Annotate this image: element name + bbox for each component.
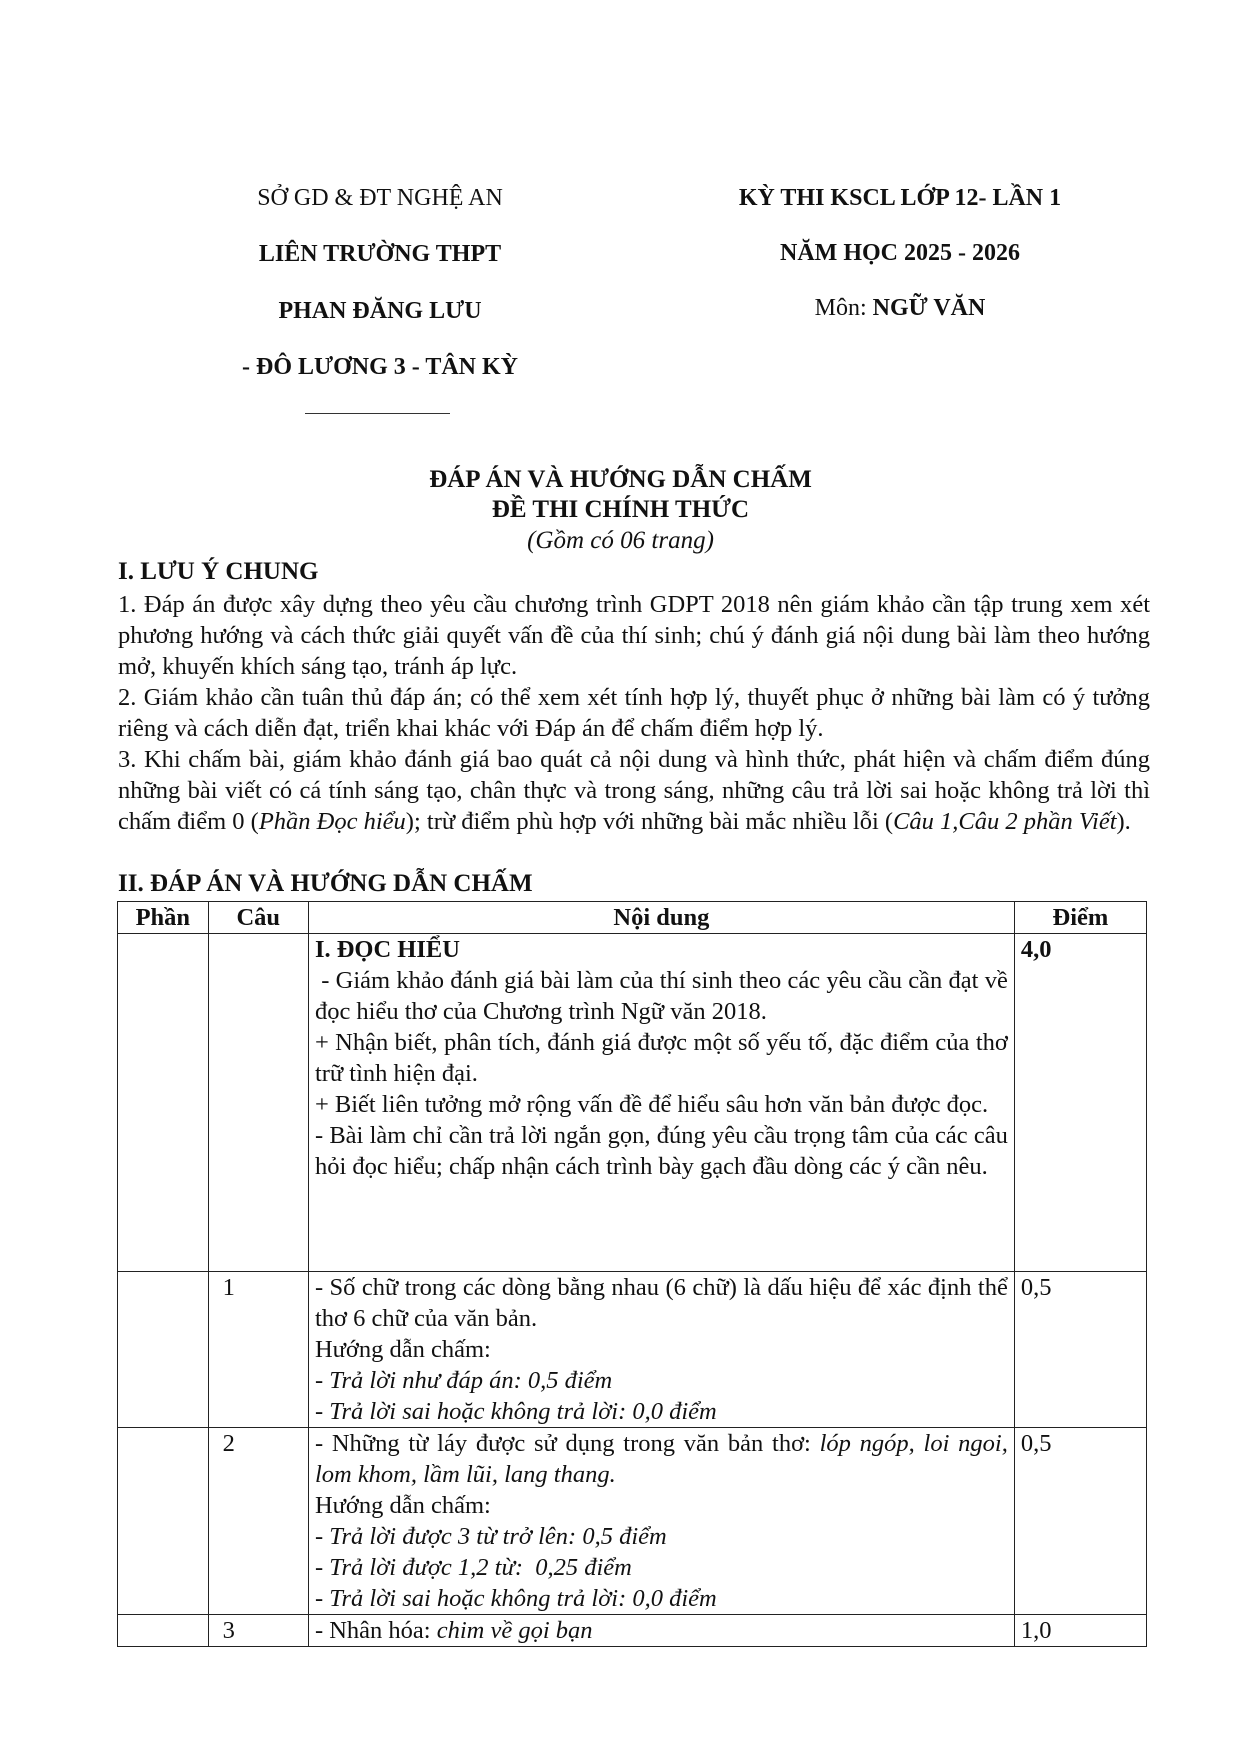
note-1: 1. Đáp án được xây dựng theo yêu cầu chương trình GDPT 2018 nên giám khảo cần tập trung xem xét phương hướng và cách thức giải quyết vấn đề của thí sinh; chú ý đánh giá nội dung bài làm theo hướng mở, khuyến khích sáng tạo, tránh áp lực. xyxy=(118,591,1150,680)
note-3 xyxy=(118,744,1150,837)
header-phan: Phần xyxy=(118,902,209,934)
cell-cau: 1 xyxy=(208,1272,308,1428)
header-divider xyxy=(305,413,450,414)
answer-italic: lóp ngóp, loi ngoi, lom khom, lầm lũi, lang thang. xyxy=(314,1430,1008,1488)
grading-rule: - Trả lời sai hoặc không trả lời: 0,0 điểm xyxy=(314,1398,717,1425)
note-3-italic-2: Câu 1,Câu 2 phần Viết xyxy=(893,808,1117,835)
school-locations: - ĐÔ LƯƠNG 3 - TÂN KỲ xyxy=(242,354,518,380)
section1-heading: I. LƯU Ý CHUNG xyxy=(118,558,319,585)
cell-phan xyxy=(118,1272,209,1428)
school-year: NĂM HỌC 2025 - 2026 xyxy=(780,240,1020,266)
subject-line xyxy=(690,294,1110,322)
cell-cau xyxy=(208,934,308,1272)
header-diem: Điểm xyxy=(1014,902,1146,934)
answer-italic: chim về gọi bạn xyxy=(436,1617,593,1644)
note-3-part-c: ). xyxy=(1116,808,1131,835)
grading-rule: - Trả lời được 1,2 từ: 0,25 điểm xyxy=(314,1554,632,1581)
cell-noidung xyxy=(308,1272,1014,1428)
cell-phan xyxy=(118,1428,209,1615)
exam-header xyxy=(690,184,1110,322)
cell-diem: 0,5 xyxy=(1014,1272,1146,1428)
cell-noidung xyxy=(308,1428,1014,1615)
section1-body xyxy=(118,589,1150,837)
grading-guide-label: Hướng dẫn chấm: xyxy=(314,1336,491,1363)
header-noidung: Nội dung xyxy=(308,902,1014,934)
cell-diem: 0,5 xyxy=(1014,1428,1146,1615)
note-3-part-b: ); trừ điểm phù hợp với những bài mắc nhiều lỗi ( xyxy=(405,808,894,835)
note-2: 2. Giám khảo cần tuân thủ đáp án; có thể xem xét tính hợp lý, thuyết phục ở những bài làm có ý tưởng riêng và cách diễn đạt, triển khai khác với Đáp án để chấm điểm hợp lý. xyxy=(118,684,1150,742)
department-name: SỞ GD & ĐT NGHỆ AN xyxy=(257,185,503,211)
answer-line xyxy=(315,1428,1008,1490)
grading-guide-label: Hướng dẫn chấm: xyxy=(314,1492,491,1519)
reading-line-4: - Bài làm chỉ cần trả lời ngắn gọn, đúng yêu cầu trọng tâm của các câu hỏi đọc hiểu; chấp nhận cách trình bày gạch đầu dòng các ý cần nêu. xyxy=(314,1122,1008,1180)
grading-rule: - Trả lời như đáp án: 0,5 điểm xyxy=(314,1367,613,1394)
doc-title: ĐÁP ÁN VÀ HƯỚNG DẪN CHẤM xyxy=(429,466,812,493)
cell-noidung xyxy=(308,1615,1014,1647)
answer-table xyxy=(117,901,1147,1647)
answer-text: - Nhân hóa: xyxy=(314,1617,437,1644)
cell-cau: 3 xyxy=(208,1615,308,1647)
cell-phan xyxy=(118,1615,209,1647)
note-3-part-a: 3. Khi chấm bài, giám khảo đánh giá bao quát cả nội dung và hình thức, phát hiện và chấm điểm đúng những bài viết có cá tính sáng tạo, chân thực và trong sáng, những câu trả lời sai hoặc không trả lời thì chấm điểm 0 ( xyxy=(118,746,1150,835)
header-cau: Câu xyxy=(208,902,308,934)
exam-name: KỲ THI KSCL LỚP 12- LẦN 1 xyxy=(738,185,1062,211)
table-row xyxy=(118,1615,1147,1647)
school-group-name: LIÊN TRƯỜNG THPT xyxy=(258,241,502,267)
table-header-row xyxy=(118,902,1147,934)
cell-noidung xyxy=(308,934,1014,1272)
school-name: PHAN ĐĂNG LƯU xyxy=(278,298,482,324)
reading-line-3: + Biết liên tưởng mở rộng vấn đề để hiểu sâu hơn văn bản được đọc. xyxy=(314,1091,989,1118)
reading-heading: I. ĐỌC HIỂU xyxy=(314,936,460,963)
cell-diem: 1,0 xyxy=(1014,1615,1146,1647)
subject-value: NGỮ VĂN xyxy=(872,295,986,321)
school-header xyxy=(190,184,570,381)
cell-cau: 2 xyxy=(208,1428,308,1615)
doc-subtitle: ĐỀ THI CHÍNH THỨC xyxy=(491,496,750,523)
table-row xyxy=(118,934,1147,1272)
reading-line-2: + Nhận biết, phân tích, đánh giá được một số yếu tố, đặc điểm của thơ trữ tình hiện đại. xyxy=(314,1029,1008,1087)
section2-heading: II. ĐÁP ÁN VÀ HƯỚNG DẪN CHẤM xyxy=(118,870,533,897)
page-count-note: (Gồm có 06 trang) xyxy=(527,527,714,554)
subject-label: Môn: xyxy=(814,295,873,321)
answer-text: - Những từ láy được sử dụng trong văn bản thơ: xyxy=(314,1430,820,1457)
answer-line xyxy=(315,1615,1008,1646)
cell-phan xyxy=(118,934,209,1272)
grading-rule: - Trả lời sai hoặc không trả lời: 0,0 điểm xyxy=(314,1585,717,1612)
table-row xyxy=(118,1428,1147,1615)
table-row xyxy=(118,1272,1147,1428)
reading-line-1: - Giám khảo đánh giá bài làm của thí sinh theo các yêu cầu cần đạt về đọc hiểu thơ của Chương trình Ngữ văn 2018. xyxy=(314,967,1014,1025)
note-3-italic-1: Phần Đọc hiểu xyxy=(258,808,406,835)
cell-diem: 4,0 xyxy=(1014,934,1146,1272)
grading-rule: - Trả lời được 3 từ trở lên: 0,5 điểm xyxy=(314,1523,667,1550)
answer-line: - Số chữ trong các dòng bằng nhau (6 chữ) là dấu hiệu để xác định thể thơ 6 chữ của văn bản. xyxy=(314,1274,1008,1332)
